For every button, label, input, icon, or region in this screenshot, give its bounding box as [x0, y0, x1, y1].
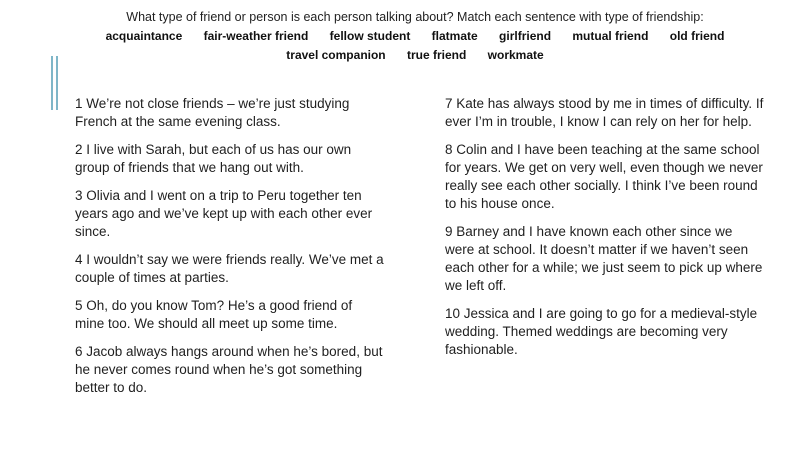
sentence-2: 2 I live with Sarah, but each of us has our own group of friends that we hang out with. — [75, 142, 352, 175]
sentence-1: 1 We’re not close friends – we’re just studying French at the same evening class. — [75, 96, 350, 129]
option-flatmate: flatmate — [431, 29, 478, 43]
sentence-6: 6 Jacob always hangs around when he’s bored, but he never comes round when he’s got something better to do. — [75, 344, 383, 395]
option-acquaintance: acquaintance — [105, 29, 183, 43]
option-fair-weather-friend: fair-weather friend — [203, 29, 309, 43]
sentence-3: 3 Olivia and I went on a trip to Peru together ten years ago and we’ve kept up with each other ever since. — [75, 188, 373, 239]
sentence-8: 8 Colin and I have been teaching at the same school for years. We get on very well, even though we never really see each other socially. I think I’ve been round to his house once. — [445, 142, 763, 211]
option-travel-companion: travel companion — [286, 48, 386, 62]
title-block — [85, 8, 745, 65]
accent-bar-left — [51, 56, 53, 110]
friendship-options — [85, 27, 745, 65]
option-true-friend: true friend — [406, 48, 467, 62]
sentence-9: 9 Barney and I have known each other since we were at school. It doesn’t matter if we haven’t seen each other for a while; we just seem to pick up where we left off. — [445, 224, 763, 293]
right-column — [445, 95, 765, 369]
option-mutual-friend: mutual friend — [572, 29, 649, 43]
sentence-4: 4 I wouldn’t say we were friends really. We’ve met a couple of times at parties. — [75, 252, 384, 285]
sentence-10: 10 Jessica and I are going to go for a medieval-style wedding. Themed weddings are becoming very fashionable. — [445, 306, 758, 357]
sentence-7: 7 Kate has always stood by me in times of difficulty. If ever I’m in trouble, I know I can rely on her for help. — [445, 96, 764, 129]
option-old-friend: old friend — [669, 29, 725, 43]
option-girlfriend: girlfriend — [499, 29, 552, 43]
sentence-5: 5 Oh, do you know Tom? He’s a good friend of mine too. We should all meet up some time. — [75, 298, 353, 331]
option-workmate: workmate — [487, 48, 544, 62]
accent-bar-right — [56, 56, 58, 110]
left-column — [75, 95, 385, 407]
instruction-text: What type of friend or person is each person talking about? Match each sentence with type of friendship: — [126, 10, 704, 24]
option-fellow-student: fellow student — [329, 29, 411, 43]
